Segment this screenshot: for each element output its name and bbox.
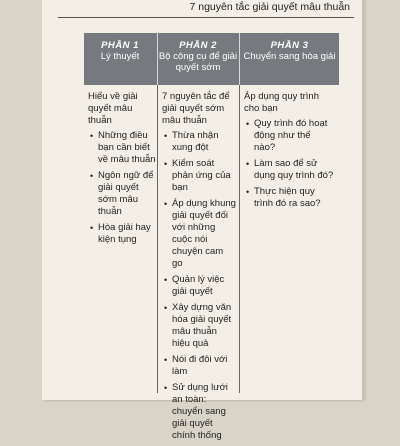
- running-head-text: 7 nguyên tắc giải quyết mâu thuẫn: [189, 1, 350, 13]
- list-item: • Hòa giải hay kiện tụng: [88, 222, 156, 246]
- list-item: • Làm sao để sử dụng quy trình đó?: [244, 158, 334, 182]
- overview-table: [84, 33, 339, 441]
- header-part-3-title: Chuyển sang hòa giải: [243, 51, 336, 62]
- list-item: • Xây dựng văn hóa giải quyết mâu thuẫn hiệu quả: [162, 302, 236, 350]
- list-item: • Ngôn ngữ để giải quyết sớm mâu thuẫn: [88, 170, 156, 218]
- table-header-row: [84, 33, 339, 85]
- list-item: • Quản lý việc giải quyết: [162, 274, 236, 298]
- column-1-list: [88, 130, 156, 246]
- header-part-3-label: PHẦN 3: [270, 40, 309, 51]
- column-part-1: [88, 91, 156, 250]
- header-part-1-title: Lý thuyết: [100, 51, 140, 62]
- list-item: • Thực hiện quy trình đó ra sao?: [244, 186, 334, 210]
- column-divider: [157, 85, 158, 393]
- list-item: • Thừa nhận xung đột: [162, 130, 236, 154]
- header-part-2-label: PHẦN 2: [179, 40, 217, 51]
- column-part-2: [162, 91, 236, 446]
- list-item: • Nói đi đôi với làm: [162, 354, 236, 378]
- running-head: [58, 0, 354, 18]
- header-part-2-title: Bộ công cụ để giải quyết sớm: [158, 51, 238, 73]
- column-3-list: [244, 118, 334, 210]
- list-item: • Sử dụng lưới an toàn: chuyển sang giải quyết chính thống: [162, 382, 236, 442]
- list-item: • Kiểm soát phản ứng của bạn: [162, 158, 236, 194]
- column-divider: [239, 85, 240, 393]
- column-1-intro: Hiểu về giải quyết mâu thuẫn: [88, 91, 138, 126]
- column-2-intro: 7 nguyên tắc để giải quyết sớm mâu thuẫn: [162, 91, 230, 126]
- header-part-1-label: PHẦN 1: [101, 40, 139, 51]
- page-edge: [362, 0, 366, 400]
- header-part-1: [84, 33, 156, 85]
- column-3-intro: Áp dụng quy trình cho bạn: [244, 91, 319, 114]
- list-item: • Quy trình đó hoạt động như thế nào?: [244, 118, 334, 154]
- list-item: • Áp dụng khung giải quyết đối với những cuộc nói chuyện cam go: [162, 198, 236, 270]
- column-2-list: [162, 130, 236, 442]
- column-part-3: [244, 91, 334, 214]
- list-item: • Những điều bạn cần biết về mâu thuẫn: [88, 130, 156, 166]
- header-part-3: [240, 33, 339, 85]
- header-part-2: [158, 33, 238, 85]
